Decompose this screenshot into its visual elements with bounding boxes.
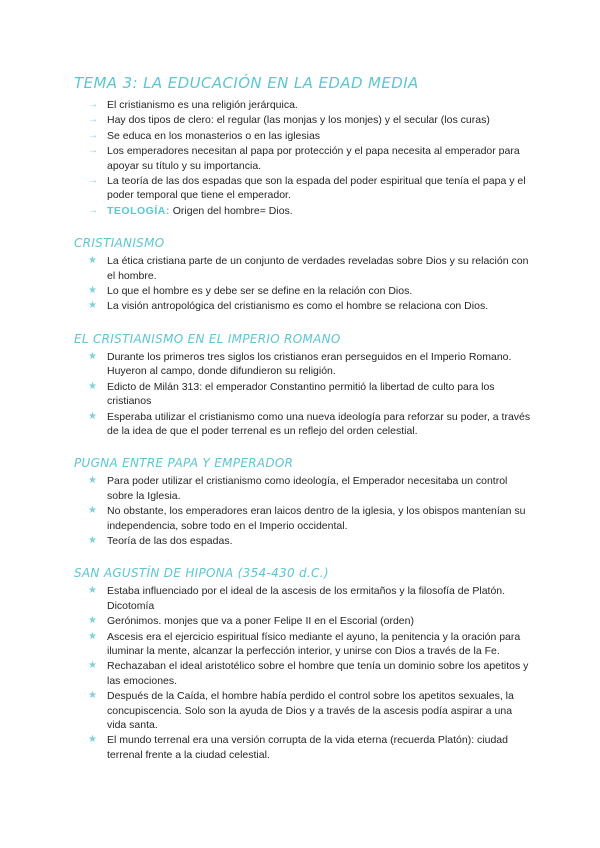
page-title: TEMA 3: LA EDUCACIÓN EN LA EDAD MEDIA xyxy=(74,74,419,92)
list-item xyxy=(88,284,534,298)
section-list xyxy=(74,474,534,548)
list-item-text: Edicto de Milán 313: el emperador Constantino permitió la libertad de culto para los cristianos xyxy=(107,380,495,408)
arrow-icon: → xyxy=(88,145,98,157)
list-item-text: Rechazaban el ideal aristotélico sobre el hombre que tenía un dominio sobre los apetitos y las emociones. xyxy=(107,660,529,687)
list-item-text: Después de la Caída, el hombre había perdido el control sobre los apetitos sexuales, la concupiscencia. Solo son la ayuda de Dios y a través de la ascesis podía aspirar a una vida santa. xyxy=(107,690,514,731)
star-icon: ★ xyxy=(88,615,97,627)
section-imperio-romano xyxy=(74,332,534,438)
list-item xyxy=(88,689,534,732)
list-item xyxy=(88,630,534,659)
section-list xyxy=(74,350,534,438)
intro-section xyxy=(74,98,534,218)
star-icon: ★ xyxy=(88,255,97,267)
list-item xyxy=(88,614,534,628)
section-list xyxy=(74,254,534,314)
document-content xyxy=(74,74,534,780)
list-item xyxy=(88,733,534,762)
list-item-text: Durante los primeros tres siglos los cristianos eran perseguidos en el Imperio Romano. Huyeron al campo, donde difundieron su religión. xyxy=(107,350,512,378)
arrow-icon: → xyxy=(88,114,98,126)
star-icon: ★ xyxy=(88,505,97,517)
star-icon: ★ xyxy=(88,585,97,597)
list-item xyxy=(88,113,534,127)
list-item-text: Para poder utilizar el cristianismo como ideología, el Emperador necesitaba un control sobre la Iglesia. xyxy=(107,475,508,502)
list-item xyxy=(88,350,534,379)
list-item xyxy=(88,254,534,283)
list-item xyxy=(88,380,534,409)
list-item xyxy=(88,144,534,173)
list-item xyxy=(88,659,534,688)
list-item-text: Gerónimos. monjes que va a poner Felipe II en el Escorial (orden) xyxy=(107,615,414,628)
list-item-text: Se educa en los monasterios o en las iglesias xyxy=(107,129,321,142)
list-item xyxy=(88,534,534,548)
list-item xyxy=(88,98,534,112)
section-heading: PUGNA ENTRE PAPA Y EMPERADOR xyxy=(74,456,294,471)
intro-list xyxy=(74,98,534,218)
star-icon: ★ xyxy=(88,734,97,746)
teologia-text: Origen del hombre= Dios. xyxy=(169,204,293,217)
list-item-text: La visión antropológica del cristianismo es como el hombre se relaciona con Dios. xyxy=(107,300,489,313)
list-item-text: Ascesis era el ejercicio espiritual físico mediante el ayuno, la penitencia y la oración para iluminar la mente, alcanzar la perfección interior, y unirse con Dios a través de la Fe. xyxy=(107,630,521,657)
teologia-term: TEOLOGÍA: xyxy=(107,204,170,217)
star-icon: ★ xyxy=(88,475,97,487)
star-icon: ★ xyxy=(88,630,97,642)
list-item xyxy=(88,174,534,203)
arrow-icon: → xyxy=(88,99,98,110)
list-item xyxy=(88,299,534,313)
star-icon: ★ xyxy=(88,300,97,312)
arrow-icon: → xyxy=(88,204,98,216)
section-cristianismo xyxy=(74,236,534,314)
list-item-text: El cristianismo es una religión jerárquica. xyxy=(107,99,298,111)
star-icon: ★ xyxy=(88,534,97,546)
star-icon: ★ xyxy=(88,350,97,362)
star-icon: ★ xyxy=(88,410,97,422)
star-icon: ★ xyxy=(88,660,97,672)
list-item-text: No obstante, los emperadores eran laicos dentro de la iglesia, y los obispos mantenían su independencia, sobre todo en el Imperio occidental. xyxy=(107,505,526,532)
star-icon: ★ xyxy=(88,690,97,702)
section-heading: EL CRISTIANISMO EN EL IMPERIO ROMANO xyxy=(74,331,341,346)
list-item-text: Estaba influenciado por el ideal de la ascesis de los ermitaños y la filosofía de Platón. Dicotomía xyxy=(107,585,506,612)
arrow-icon: → xyxy=(88,175,98,187)
star-icon: ★ xyxy=(88,285,97,297)
list-item-text: La ética cristiana parte de un conjunto de verdades reveladas sobre Dios y su relación con el hombre. xyxy=(107,255,529,282)
star-icon: ★ xyxy=(88,380,97,392)
section-pugna xyxy=(74,456,534,548)
list-item xyxy=(88,504,534,533)
list-item-text: La teoría de las dos espadas que son la espada del poder espiritual que tenía el papa y el poder temporal que tiene el emperador. xyxy=(107,175,526,202)
list-item xyxy=(88,129,534,143)
list-item xyxy=(88,584,534,613)
list-item-text: Los emperadores necesitan al papa por protección y el papa necesita al emperador para apoyar su título y su importancia. xyxy=(107,145,520,172)
section-list xyxy=(74,584,534,762)
list-item xyxy=(88,474,534,503)
list-item-text: Lo que el hombre es y debe ser se define en la relación con Dios. xyxy=(107,285,413,298)
list-item-text: Hay dos tipos de clero: el regular (las monjas y los monjes) y el secular (los curas) xyxy=(107,114,490,127)
list-item-text: Esperaba utilizar el cristianismo como una nueva ideología para reforzar su poder, a través de la idea de que el poder terrenal es un reflejo del orden celestial. xyxy=(107,410,531,437)
section-heading: SAN AGUSTÍN DE HIPONA (354-430 d.C.) xyxy=(74,566,329,581)
list-item-teologia xyxy=(88,204,534,218)
section-heading: CRISTIANISMO xyxy=(74,236,165,251)
list-item-text: El mundo terrenal era una versión corrupta de la vida eterna (recuerda Platón): ciudad terrenal frente a la ciudad celestial. xyxy=(107,734,508,761)
section-san-agustin xyxy=(74,566,534,762)
arrow-icon: → xyxy=(88,129,98,141)
list-item xyxy=(88,410,534,439)
list-item-text: Teoría de las dos espadas. xyxy=(107,534,233,547)
